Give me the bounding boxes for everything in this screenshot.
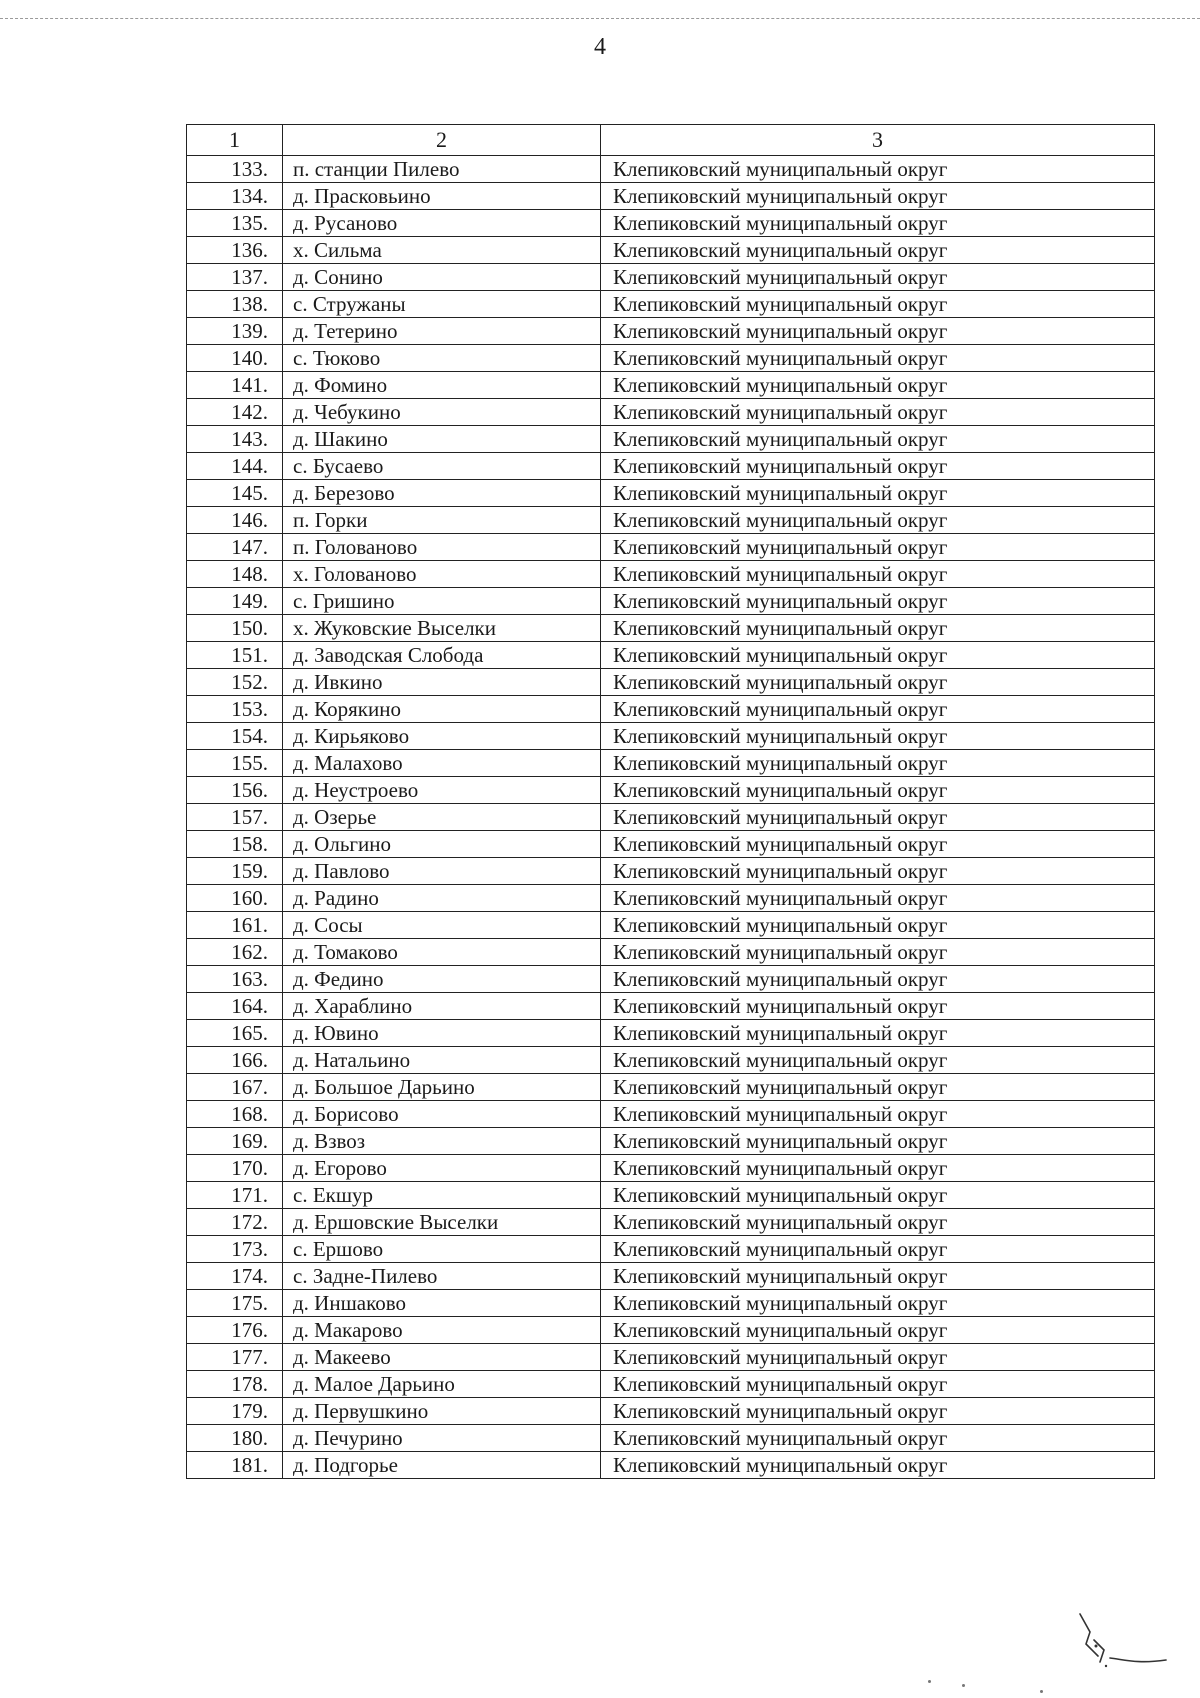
settlement-name-cell: д. Русаново: [283, 210, 601, 237]
settlement-name-cell: х. Сильма: [283, 237, 601, 264]
scan-speck: [928, 1680, 931, 1683]
row-number-cell: 150.: [187, 615, 283, 642]
table-row: [187, 1047, 1155, 1074]
district-cell: Клепиковский муниципальный округ: [601, 183, 1155, 210]
table-row: [187, 1263, 1155, 1290]
row-number-cell: 144.: [187, 453, 283, 480]
settlement-name-cell: д. Борисово: [283, 1101, 601, 1128]
settlement-name-cell: д. Заводская Слобода: [283, 642, 601, 669]
settlement-name-cell: д. Корякино: [283, 696, 601, 723]
row-number-cell: 156.: [187, 777, 283, 804]
settlement-name-cell: с. Задне-Пилево: [283, 1263, 601, 1290]
row-number-cell: 168.: [187, 1101, 283, 1128]
row-number-cell: 153.: [187, 696, 283, 723]
settlement-name-cell: д. Радино: [283, 885, 601, 912]
row-number-cell: 180.: [187, 1425, 283, 1452]
table-row: [187, 453, 1155, 480]
table-row: [187, 237, 1155, 264]
settlement-name-cell: д. Шакино: [283, 426, 601, 453]
district-cell: Клепиковский муниципальный округ: [601, 1290, 1155, 1317]
row-number-cell: 135.: [187, 210, 283, 237]
settlement-name-cell: п. Голованово: [283, 534, 601, 561]
settlement-name-cell: х. Жуковские Выселки: [283, 615, 601, 642]
table-row: [187, 1344, 1155, 1371]
row-number-cell: 179.: [187, 1398, 283, 1425]
table-row: [187, 1371, 1155, 1398]
scan-edge-line: [0, 18, 1200, 19]
district-cell: Клепиковский муниципальный округ: [601, 1452, 1155, 1479]
settlement-name-cell: с. Ершово: [283, 1236, 601, 1263]
district-cell: Клепиковский муниципальный округ: [601, 264, 1155, 291]
row-number-cell: 174.: [187, 1263, 283, 1290]
district-cell: Клепиковский муниципальный округ: [601, 507, 1155, 534]
table-row: [187, 1101, 1155, 1128]
table-row: [187, 1182, 1155, 1209]
settlement-name-cell: х. Голованово: [283, 561, 601, 588]
column-header-number: 1: [187, 125, 283, 156]
table-row: [187, 1209, 1155, 1236]
settlement-name-cell: с. Стружаны: [283, 291, 601, 318]
table-row: [187, 399, 1155, 426]
table-row: [187, 642, 1155, 669]
table-row: [187, 1155, 1155, 1182]
row-number-cell: 155.: [187, 750, 283, 777]
table-row: [187, 1236, 1155, 1263]
settlement-name-cell: с. Тюково: [283, 345, 601, 372]
district-cell: Клепиковский муниципальный округ: [601, 939, 1155, 966]
row-number-cell: 158.: [187, 831, 283, 858]
district-cell: Клепиковский муниципальный округ: [601, 156, 1155, 183]
table-row: [187, 183, 1155, 210]
table-row: [187, 966, 1155, 993]
row-number-cell: 149.: [187, 588, 283, 615]
table-row: [187, 210, 1155, 237]
table-row: [187, 912, 1155, 939]
table-row: [187, 1290, 1155, 1317]
district-cell: Клепиковский муниципальный округ: [601, 1371, 1155, 1398]
settlement-name-cell: д. Макарово: [283, 1317, 601, 1344]
district-cell: Клепиковский муниципальный округ: [601, 1209, 1155, 1236]
district-cell: Клепиковский муниципальный округ: [601, 1101, 1155, 1128]
row-number-cell: 159.: [187, 858, 283, 885]
page-number: 4: [594, 34, 606, 60]
district-cell: Клепиковский муниципальный округ: [601, 750, 1155, 777]
settlement-name-cell: д. Ювино: [283, 1020, 601, 1047]
settlement-name-cell: д. Озерье: [283, 804, 601, 831]
row-number-cell: 146.: [187, 507, 283, 534]
settlement-name-cell: д. Томаково: [283, 939, 601, 966]
row-number-cell: 178.: [187, 1371, 283, 1398]
settlement-name-cell: д. Сонино: [283, 264, 601, 291]
settlement-name-cell: д. Сосы: [283, 912, 601, 939]
table-row: [187, 696, 1155, 723]
district-cell: Клепиковский муниципальный округ: [601, 1398, 1155, 1425]
district-cell: Клепиковский муниципальный округ: [601, 399, 1155, 426]
district-cell: Клепиковский муниципальный округ: [601, 210, 1155, 237]
scan-speck: [962, 1684, 965, 1687]
table-row: [187, 750, 1155, 777]
district-cell: Клепиковский муниципальный округ: [601, 291, 1155, 318]
settlement-name-cell: д. Ершовские Выселки: [283, 1209, 601, 1236]
district-cell: Клепиковский муниципальный округ: [601, 372, 1155, 399]
table-row: [187, 1074, 1155, 1101]
district-cell: Клепиковский муниципальный округ: [601, 1074, 1155, 1101]
district-cell: Клепиковский муниципальный округ: [601, 966, 1155, 993]
row-number-cell: 133.: [187, 156, 283, 183]
table-row: [187, 291, 1155, 318]
settlement-name-cell: д. Березово: [283, 480, 601, 507]
settlement-name-cell: п. станции Пилево: [283, 156, 601, 183]
district-cell: Клепиковский муниципальный округ: [601, 345, 1155, 372]
settlement-name-cell: д. Ольгино: [283, 831, 601, 858]
table-row: [187, 1020, 1155, 1047]
table-row: [187, 534, 1155, 561]
row-number-cell: 151.: [187, 642, 283, 669]
district-cell: Клепиковский муниципальный округ: [601, 237, 1155, 264]
table-row: [187, 615, 1155, 642]
header-row: [187, 125, 1155, 156]
table-row: [187, 264, 1155, 291]
row-number-cell: 162.: [187, 939, 283, 966]
row-number-cell: 140.: [187, 345, 283, 372]
table-row: [187, 480, 1155, 507]
settlement-name-cell: с. Екшур: [283, 1182, 601, 1209]
row-number-cell: 136.: [187, 237, 283, 264]
district-cell: Клепиковский муниципальный округ: [601, 1344, 1155, 1371]
table-row: [187, 318, 1155, 345]
row-number-cell: 160.: [187, 885, 283, 912]
district-cell: Клепиковский муниципальный округ: [601, 993, 1155, 1020]
district-cell: Клепиковский муниципальный округ: [601, 912, 1155, 939]
row-number-cell: 147.: [187, 534, 283, 561]
row-number-cell: 170.: [187, 1155, 283, 1182]
district-cell: Клепиковский муниципальный округ: [601, 858, 1155, 885]
row-number-cell: 164.: [187, 993, 283, 1020]
table-row: [187, 561, 1155, 588]
row-number-cell: 148.: [187, 561, 283, 588]
row-number-cell: 176.: [187, 1317, 283, 1344]
district-cell: Клепиковский муниципальный округ: [601, 885, 1155, 912]
district-cell: Клепиковский муниципальный округ: [601, 696, 1155, 723]
settlement-name-cell: д. Первушкино: [283, 1398, 601, 1425]
table-row: [187, 831, 1155, 858]
district-cell: Клепиковский муниципальный округ: [601, 1236, 1155, 1263]
settlement-name-cell: д. Макеево: [283, 1344, 601, 1371]
settlement-name-cell: д. Натальино: [283, 1047, 601, 1074]
district-cell: Клепиковский муниципальный округ: [601, 1020, 1155, 1047]
district-cell: Клепиковский муниципальный округ: [601, 1182, 1155, 1209]
settlement-name-cell: п. Горки: [283, 507, 601, 534]
row-number-cell: 142.: [187, 399, 283, 426]
column-header-district: 3: [601, 125, 1155, 156]
settlements-table: [186, 124, 1155, 1479]
district-cell: Клепиковский муниципальный округ: [601, 480, 1155, 507]
row-number-cell: 167.: [187, 1074, 283, 1101]
table-row: [187, 939, 1155, 966]
scan-speck: [1040, 1690, 1043, 1693]
district-cell: Клепиковский муниципальный округ: [601, 1263, 1155, 1290]
row-number-cell: 172.: [187, 1209, 283, 1236]
table-row: [187, 1317, 1155, 1344]
table-row: [187, 426, 1155, 453]
district-cell: Клепиковский муниципальный округ: [601, 1155, 1155, 1182]
settlement-name-cell: д. Малое Дарьино: [283, 1371, 601, 1398]
row-number-cell: 177.: [187, 1344, 283, 1371]
district-cell: Клепиковский муниципальный округ: [601, 723, 1155, 750]
district-cell: Клепиковский муниципальный округ: [601, 804, 1155, 831]
district-cell: Клепиковский муниципальный округ: [601, 453, 1155, 480]
settlement-name-cell: д. Хараблино: [283, 993, 601, 1020]
settlement-name-cell: д. Чебукино: [283, 399, 601, 426]
settlement-name-cell: д. Печурино: [283, 1425, 601, 1452]
district-cell: Клепиковский муниципальный округ: [601, 1128, 1155, 1155]
row-number-cell: 138.: [187, 291, 283, 318]
table-row: [187, 1398, 1155, 1425]
table-row: [187, 723, 1155, 750]
table-row: [187, 669, 1155, 696]
settlement-name-cell: д. Павлово: [283, 858, 601, 885]
table-row: [187, 993, 1155, 1020]
row-number-cell: 163.: [187, 966, 283, 993]
signature-mark: [1076, 1610, 1176, 1680]
table-header: [187, 125, 1155, 156]
row-number-cell: 181.: [187, 1452, 283, 1479]
settlement-name-cell: д. Прасковьино: [283, 183, 601, 210]
row-number-cell: 175.: [187, 1290, 283, 1317]
row-number-cell: 143.: [187, 426, 283, 453]
district-cell: Клепиковский муниципальный округ: [601, 1317, 1155, 1344]
settlement-name-cell: д. Подгорье: [283, 1452, 601, 1479]
row-number-cell: 157.: [187, 804, 283, 831]
table-body: [187, 156, 1155, 1479]
settlement-name-cell: д. Иншаково: [283, 1290, 601, 1317]
row-number-cell: 165.: [187, 1020, 283, 1047]
row-number-cell: 134.: [187, 183, 283, 210]
table-row: [187, 588, 1155, 615]
settlement-name-cell: д. Федино: [283, 966, 601, 993]
table-row: [187, 804, 1155, 831]
row-number-cell: 145.: [187, 480, 283, 507]
table-row: [187, 858, 1155, 885]
settlement-name-cell: д. Малахово: [283, 750, 601, 777]
table-row: [187, 777, 1155, 804]
settlement-name-cell: д. Взвоз: [283, 1128, 601, 1155]
table-row: [187, 345, 1155, 372]
district-cell: Клепиковский муниципальный округ: [601, 777, 1155, 804]
district-cell: Клепиковский муниципальный округ: [601, 561, 1155, 588]
settlement-name-cell: д. Неустроево: [283, 777, 601, 804]
settlement-name-cell: д. Тетерино: [283, 318, 601, 345]
settlement-name-cell: д. Ивкино: [283, 669, 601, 696]
row-number-cell: 166.: [187, 1047, 283, 1074]
settlement-name-cell: д. Большое Дарьино: [283, 1074, 601, 1101]
settlement-name-cell: с. Бусаево: [283, 453, 601, 480]
row-number-cell: 161.: [187, 912, 283, 939]
row-number-cell: 137.: [187, 264, 283, 291]
district-cell: Клепиковский муниципальный округ: [601, 1047, 1155, 1074]
table-row: [187, 507, 1155, 534]
settlement-name-cell: д. Кирьяково: [283, 723, 601, 750]
table-row: [187, 156, 1155, 183]
row-number-cell: 171.: [187, 1182, 283, 1209]
table-row: [187, 1128, 1155, 1155]
district-cell: Клепиковский муниципальный округ: [601, 669, 1155, 696]
district-cell: Клепиковский муниципальный округ: [601, 426, 1155, 453]
table-row: [187, 885, 1155, 912]
row-number-cell: 141.: [187, 372, 283, 399]
district-cell: Клепиковский муниципальный округ: [601, 318, 1155, 345]
table-row: [187, 1425, 1155, 1452]
row-number-cell: 169.: [187, 1128, 283, 1155]
district-cell: Клепиковский муниципальный округ: [601, 831, 1155, 858]
row-number-cell: 173.: [187, 1236, 283, 1263]
district-cell: Клепиковский муниципальный округ: [601, 1425, 1155, 1452]
district-cell: Клепиковский муниципальный округ: [601, 588, 1155, 615]
table-row: [187, 1452, 1155, 1479]
settlement-name-cell: с. Гришино: [283, 588, 601, 615]
row-number-cell: 152.: [187, 669, 283, 696]
district-cell: Клепиковский муниципальный округ: [601, 534, 1155, 561]
column-header-settlement: 2: [283, 125, 601, 156]
row-number-cell: 154.: [187, 723, 283, 750]
district-cell: Клепиковский муниципальный округ: [601, 642, 1155, 669]
row-number-cell: 139.: [187, 318, 283, 345]
table-row: [187, 372, 1155, 399]
settlement-name-cell: д. Егорово: [283, 1155, 601, 1182]
settlement-name-cell: д. Фомино: [283, 372, 601, 399]
district-cell: Клепиковский муниципальный округ: [601, 615, 1155, 642]
